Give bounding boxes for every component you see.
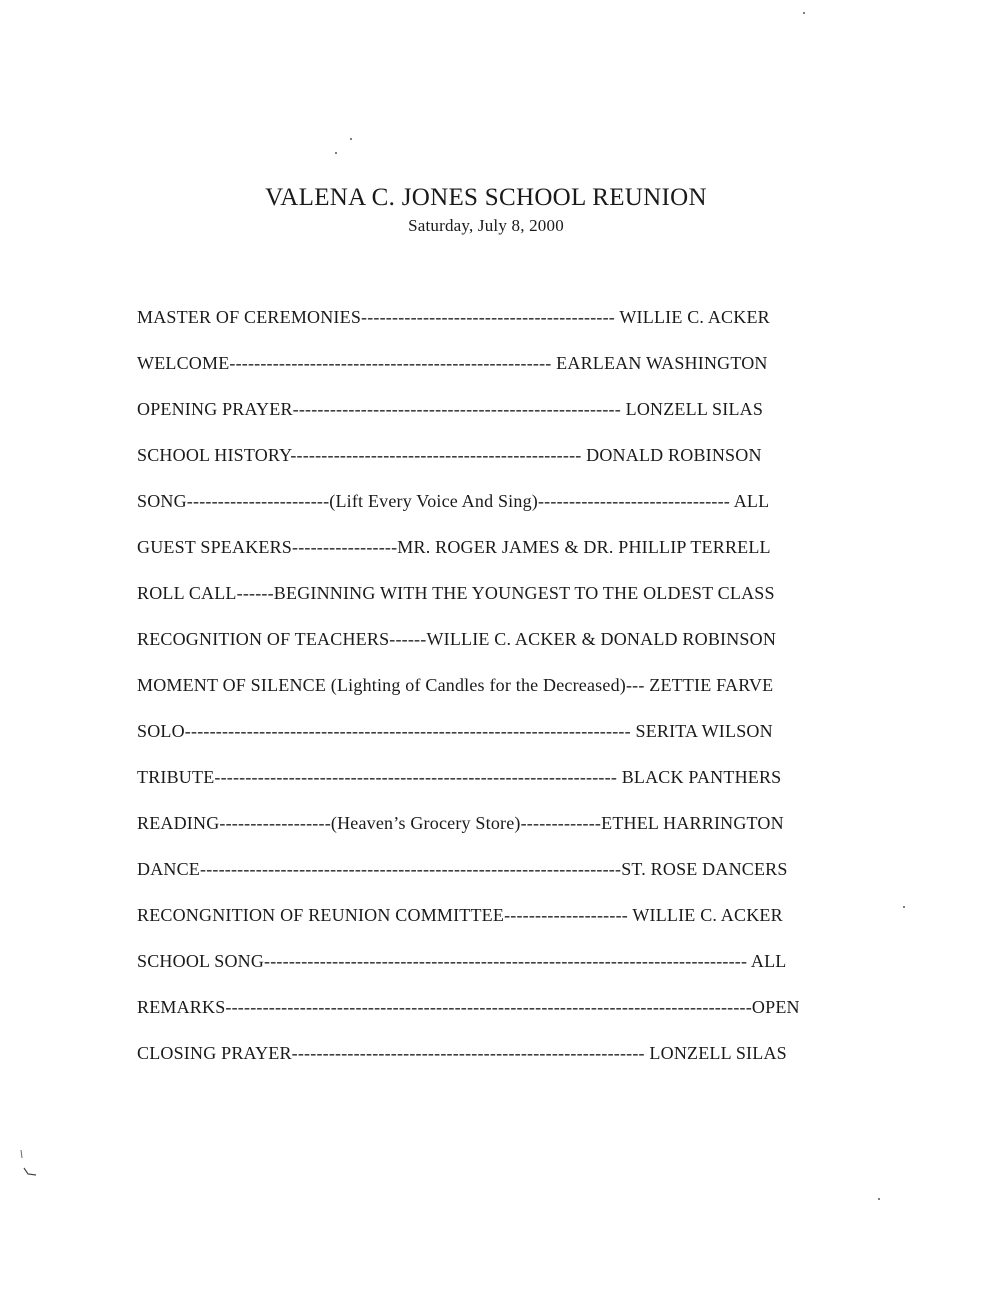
program-item-opening-prayer: OPENING PRAYER----------------------------------------------------- LONZELL SILAS [137, 399, 764, 419]
scan-mark [18, 1148, 38, 1178]
program-item-reunion-committee: RECONGNITION OF REUNION COMMITTEE-------------------- WILLIE C. ACKER [137, 905, 783, 925]
scan-speck [350, 138, 352, 140]
page-title: VALENA C. JONES SCHOOL REUNION [265, 184, 707, 211]
scan-speck [335, 152, 337, 154]
program-item-guest-speakers: GUEST SPEAKERS-----------------MR. ROGER JAMES & DR. PHILLIP TERRELL [137, 537, 771, 557]
program-item-remarks: REMARKS-------------------------------------------------------------------------------------OPEN [137, 997, 800, 1017]
program-item-song: SONG-----------------------(Lift Every Voice And Sing)------------------------------- ALL [137, 491, 770, 511]
program-item-school-song: SCHOOL SONG------------------------------------------------------------------------------ ALL [137, 951, 787, 971]
scan-speck [803, 12, 805, 14]
program-item-solo: SOLO------------------------------------------------------------------------ SERITA WILSON [137, 721, 773, 741]
program-item-dance: DANCE--------------------------------------------------------------------ST. ROSE DANCERS [137, 859, 788, 879]
program-item-reading: READING------------------(Heaven’s Grocery Store)-------------ETHEL HARRINGTON [137, 813, 784, 833]
program-list [137, 305, 857, 1087]
program-item-master-of-ceremonies: MASTER OF CEREMONIES----------------------------------------- WILLIE C. ACKER [137, 307, 770, 327]
program-item-school-history: SCHOOL HISTORY----------------------------------------------- DONALD ROBINSON [137, 445, 762, 465]
program-item-roll-call: ROLL CALL------BEGINNING WITH THE YOUNGEST TO THE OLDEST CLASS [137, 583, 775, 603]
program-item-tribute: TRIBUTE----------------------------------------------------------------- BLACK PANTHERS [137, 767, 782, 787]
program-item-closing-prayer: CLOSING PRAYER--------------------------------------------------------- LONZELL SILAS [137, 1043, 787, 1063]
program-item-welcome: WELCOME---------------------------------------------------- EARLEAN WASHINGTON [137, 353, 768, 373]
scan-speck [903, 906, 905, 908]
program-item-recognition-of-teachers: RECOGNITION OF TEACHERS------WILLIE C. ACKER & DONALD ROBINSON [137, 629, 777, 649]
scan-speck [878, 1198, 880, 1200]
program-item-moment-of-silence: MOMENT OF SILENCE (Lighting of Candles for the Decreased)--- ZETTIE FARVE [137, 675, 774, 695]
event-date: Saturday, July 8, 2000 [408, 216, 564, 235]
